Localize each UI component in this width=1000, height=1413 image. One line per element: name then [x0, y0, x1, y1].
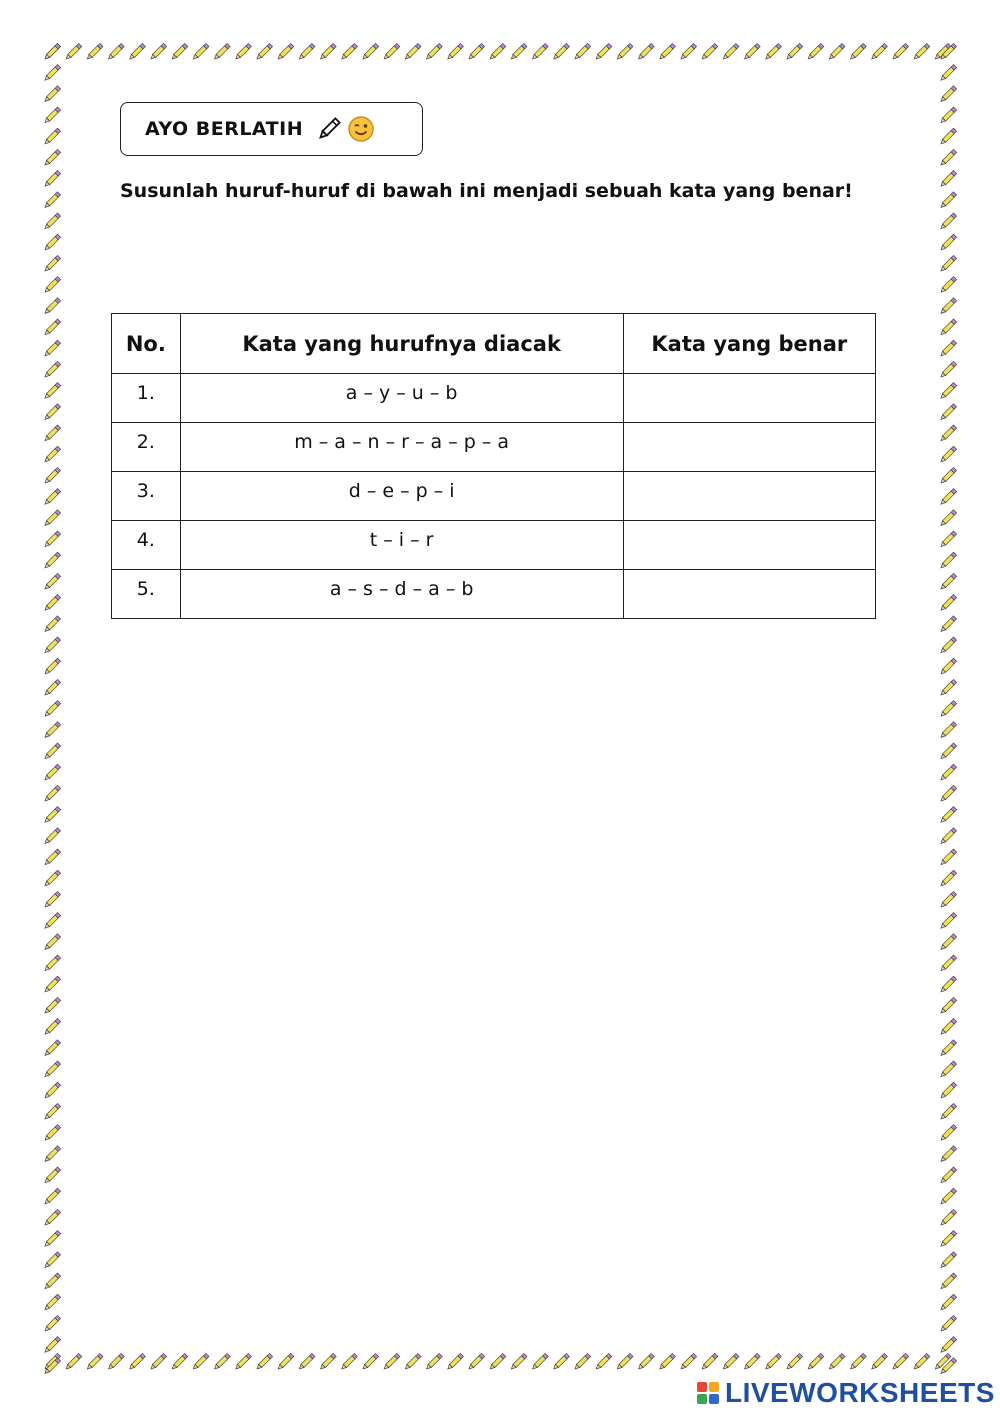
pencil-icon — [939, 701, 956, 718]
pencil-icon — [43, 595, 60, 612]
pencil-icon — [43, 425, 60, 442]
pencil-icon — [425, 1353, 442, 1370]
instruction-text: Susunlah huruf-huruf di bawah ini menjadi sebuah kata yang benar! — [120, 180, 853, 202]
pencil-icon — [43, 43, 60, 60]
pencil-icon — [43, 1061, 60, 1078]
pencil-icon — [43, 1315, 60, 1332]
title-icons — [315, 115, 375, 143]
pencil-icon — [939, 913, 956, 930]
pencil-icon — [86, 1353, 103, 1370]
pencil-icon — [939, 616, 956, 633]
pencil-icon — [234, 1353, 251, 1370]
pencil-icon — [43, 319, 60, 336]
pencil-icon — [939, 743, 956, 760]
pencil-icon — [939, 128, 956, 145]
pencil-icon — [255, 43, 272, 60]
pencil-icon — [43, 934, 60, 951]
pencil-icon — [43, 1082, 60, 1099]
pencil-icon — [939, 891, 956, 908]
pencil-icon — [425, 43, 442, 60]
pencil-icon — [43, 213, 60, 230]
pencil-border-left — [40, 40, 64, 1374]
pencil-icon — [939, 510, 956, 527]
pencil-icon — [637, 1353, 654, 1370]
pencil-icon — [939, 934, 956, 951]
pencil-icon — [510, 1353, 527, 1370]
answer-input[interactable] — [624, 472, 879, 520]
pencil-icon — [43, 489, 60, 506]
pencil-icon — [828, 43, 845, 60]
pencil-icon — [552, 1353, 569, 1370]
pencil-icon — [43, 870, 60, 887]
pencil-icon — [939, 107, 956, 124]
pencil-icon — [315, 115, 343, 143]
pencil-icon — [43, 1209, 60, 1226]
pencil-icon — [939, 1358, 956, 1374]
pencil-icon — [128, 43, 145, 60]
pencil-icon — [43, 1040, 60, 1057]
pencil-icon — [213, 43, 230, 60]
pencil-icon — [722, 1353, 739, 1370]
pencil-icon — [43, 65, 60, 82]
pencil-icon — [43, 1337, 60, 1354]
row-number: 5. — [112, 570, 181, 619]
pencil-icon — [86, 43, 103, 60]
table-row — [112, 521, 876, 570]
pencil-icon — [383, 1353, 400, 1370]
pencil-icon — [939, 997, 956, 1014]
pencil-icon — [43, 849, 60, 866]
pencil-icon — [939, 425, 956, 442]
wink-face-icon — [347, 115, 375, 143]
pencil-icon — [939, 1146, 956, 1163]
pencil-icon — [510, 43, 527, 60]
pencil-icon — [340, 1353, 357, 1370]
pencil-icon — [489, 43, 506, 60]
pencil-icon — [255, 1353, 272, 1370]
pencil-icon — [171, 1353, 188, 1370]
pencil-icon — [43, 171, 60, 188]
pencil-icon — [939, 1188, 956, 1205]
pencil-icon — [43, 192, 60, 209]
pencil-icon — [939, 149, 956, 166]
logo-mark-icon — [697, 1382, 719, 1404]
pencil-icon — [43, 1146, 60, 1163]
answer-input[interactable] — [624, 374, 879, 422]
pencil-icon — [939, 319, 956, 336]
pencil-icon — [939, 807, 956, 824]
pencil-icon — [43, 807, 60, 824]
pencil-icon — [939, 86, 956, 103]
scrambled-word: a – s – d – a – b — [180, 570, 623, 619]
pencil-icon — [43, 1231, 60, 1248]
answer-cell — [623, 374, 875, 423]
pencil-icon — [446, 1353, 463, 1370]
pencil-icon — [43, 785, 60, 802]
pencil-icon — [939, 1125, 956, 1142]
pencil-icon — [489, 1353, 506, 1370]
pencil-icon — [404, 1353, 421, 1370]
pencil-icon — [43, 1125, 60, 1142]
pencil-icon — [764, 1353, 781, 1370]
pencil-icon — [891, 1353, 908, 1370]
row-number: 4. — [112, 521, 181, 570]
pencil-icon — [849, 43, 866, 60]
pencil-icon — [43, 128, 60, 145]
table-row — [112, 374, 876, 423]
pencil-icon — [65, 1353, 82, 1370]
pencil-icon — [939, 870, 956, 887]
pencil-icon — [43, 1358, 60, 1374]
scrambled-words-table — [111, 313, 876, 619]
pencil-icon — [573, 1353, 590, 1370]
pencil-icon — [43, 510, 60, 527]
pencil-icon — [595, 1353, 612, 1370]
pencil-icon — [722, 43, 739, 60]
pencil-icon — [467, 1353, 484, 1370]
pencil-icon — [939, 213, 956, 230]
pencil-icon — [149, 1353, 166, 1370]
title-box — [120, 102, 423, 156]
table-row — [112, 570, 876, 619]
pencil-icon — [939, 1337, 956, 1354]
pencil-icon — [939, 1273, 956, 1290]
pencil-icon — [171, 43, 188, 60]
pencil-icon — [939, 234, 956, 251]
pencil-icon — [637, 43, 654, 60]
header-scrambled: Kata yang hurufnya diacak — [180, 314, 623, 374]
pencil-icon — [192, 1353, 209, 1370]
pencil-icon — [43, 1019, 60, 1036]
pencil-icon — [939, 658, 956, 675]
pencil-icon — [277, 1353, 294, 1370]
pencil-icon — [43, 383, 60, 400]
pencil-icon — [404, 43, 421, 60]
pencil-icon — [43, 1294, 60, 1311]
pencil-icon — [939, 1103, 956, 1120]
pencil-icon — [43, 1167, 60, 1184]
pencil-icon — [107, 1353, 124, 1370]
pencil-icon — [340, 43, 357, 60]
pencil-icon — [43, 913, 60, 930]
table-header-row — [112, 314, 876, 374]
pencil-icon — [43, 573, 60, 590]
pencil-icon — [939, 1294, 956, 1311]
pencil-icon — [43, 361, 60, 378]
pencil-icon — [701, 43, 718, 60]
pencil-icon — [43, 701, 60, 718]
pencil-icon — [939, 277, 956, 294]
pencil-icon — [939, 65, 956, 82]
pencil-icon — [43, 616, 60, 633]
pencil-icon — [43, 679, 60, 696]
answer-cell — [623, 472, 875, 521]
pencil-icon — [807, 1353, 824, 1370]
pencil-icon — [43, 658, 60, 675]
row-number: 3. — [112, 472, 181, 521]
pencil-icon — [939, 446, 956, 463]
pencil-icon — [43, 891, 60, 908]
scrambled-word: d – e – p – i — [180, 472, 623, 521]
pencil-icon — [913, 43, 930, 60]
row-number: 1. — [112, 374, 181, 423]
pencil-icon — [807, 43, 824, 60]
pencil-icon — [939, 573, 956, 590]
pencil-icon — [785, 43, 802, 60]
pencil-icon — [764, 43, 781, 60]
pencil-icon — [939, 298, 956, 315]
pencil-icon — [870, 43, 887, 60]
pencil-icon — [43, 1273, 60, 1290]
pencil-icon — [192, 43, 209, 60]
pencil-icon — [939, 489, 956, 506]
pencil-icon — [616, 1353, 633, 1370]
pencil-icon — [939, 340, 956, 357]
pencil-border-right — [936, 40, 960, 1374]
pencil-icon — [128, 1353, 145, 1370]
header-no: No. — [112, 314, 181, 374]
pencil-icon — [531, 1353, 548, 1370]
pencil-icon — [43, 1188, 60, 1205]
pencil-icon — [43, 404, 60, 421]
pencil-icon — [658, 43, 675, 60]
pencil-icon — [531, 43, 548, 60]
answer-cell — [623, 570, 875, 619]
brand-name: LIVEWORKSHEETS — [725, 1377, 995, 1408]
pencil-icon — [43, 298, 60, 315]
pencil-icon — [107, 43, 124, 60]
answer-input[interactable] — [624, 423, 879, 471]
pencil-icon — [939, 1061, 956, 1078]
pencil-icon — [43, 277, 60, 294]
pencil-icon — [913, 1353, 930, 1370]
pencil-icon — [43, 976, 60, 993]
pencil-icon — [43, 467, 60, 484]
pencil-icon — [939, 1167, 956, 1184]
pencil-icon — [43, 955, 60, 972]
pencil-icon — [616, 43, 633, 60]
pencil-icon — [939, 764, 956, 781]
header-answer: Kata yang benar — [623, 314, 875, 374]
pencil-icon — [298, 43, 315, 60]
pencil-icon — [383, 43, 400, 60]
pencil-icon — [939, 828, 956, 845]
pencil-icon — [679, 43, 696, 60]
pencil-icon — [939, 722, 956, 739]
pencil-icon — [658, 1353, 675, 1370]
pencil-icon — [939, 361, 956, 378]
scrambled-word: m – a – n – r – a – p – a — [180, 423, 623, 472]
pencil-icon — [43, 1252, 60, 1269]
pencil-icon — [552, 43, 569, 60]
pencil-icon — [701, 1353, 718, 1370]
pencil-border-bottom — [40, 1350, 960, 1374]
pencil-icon — [43, 722, 60, 739]
pencil-icon — [319, 1353, 336, 1370]
pencil-border-top — [40, 40, 960, 64]
pencil-icon — [828, 1353, 845, 1370]
pencil-icon — [891, 43, 908, 60]
pencil-icon — [939, 1231, 956, 1248]
pencil-icon — [234, 43, 251, 60]
scrambled-word: a – y – u – b — [180, 374, 623, 423]
pencil-icon — [939, 1019, 956, 1036]
pencil-icon — [595, 43, 612, 60]
pencil-icon — [743, 1353, 760, 1370]
pencil-icon — [43, 149, 60, 166]
pencil-icon — [939, 192, 956, 209]
pencil-icon — [65, 43, 82, 60]
pencil-icon — [467, 43, 484, 60]
pencil-icon — [939, 43, 956, 60]
pencil-icon — [43, 552, 60, 569]
pencil-icon — [43, 531, 60, 548]
pencil-icon — [43, 107, 60, 124]
pencil-icon — [361, 1353, 378, 1370]
pencil-icon — [149, 43, 166, 60]
pencil-icon — [43, 637, 60, 654]
pencil-icon — [939, 1315, 956, 1332]
pencil-icon — [319, 43, 336, 60]
pencil-icon — [939, 404, 956, 421]
row-number: 2. — [112, 423, 181, 472]
pencil-icon — [849, 1353, 866, 1370]
pencil-icon — [361, 43, 378, 60]
pencil-icon — [43, 234, 60, 251]
pencil-icon — [679, 1353, 696, 1370]
table-row — [112, 472, 876, 521]
pencil-icon — [785, 1353, 802, 1370]
answer-cell — [623, 521, 875, 570]
pencil-icon — [43, 86, 60, 103]
pencil-icon — [939, 849, 956, 866]
pencil-icon — [43, 255, 60, 272]
pencil-icon — [43, 446, 60, 463]
pencil-icon — [939, 637, 956, 654]
pencil-icon — [939, 1040, 956, 1057]
pencil-icon — [298, 1353, 315, 1370]
pencil-icon — [939, 383, 956, 400]
answer-input[interactable] — [624, 521, 879, 569]
pencil-icon — [43, 828, 60, 845]
pencil-icon — [939, 255, 956, 272]
pencil-icon — [213, 1353, 230, 1370]
pencil-icon — [446, 43, 463, 60]
pencil-icon — [939, 531, 956, 548]
answer-cell — [623, 423, 875, 472]
pencil-icon — [939, 552, 956, 569]
pencil-icon — [939, 1252, 956, 1269]
pencil-icon — [43, 997, 60, 1014]
table-row — [112, 423, 876, 472]
pencil-icon — [573, 43, 590, 60]
pencil-icon — [870, 1353, 887, 1370]
pencil-icon — [939, 1082, 956, 1099]
pencil-icon — [939, 467, 956, 484]
pencil-icon — [939, 679, 956, 696]
pencil-icon — [939, 955, 956, 972]
pencil-icon — [939, 171, 956, 188]
pencil-icon — [43, 764, 60, 781]
pencil-icon — [43, 340, 60, 357]
scrambled-word: t – i – r — [180, 521, 623, 570]
pencil-icon — [743, 43, 760, 60]
page-title: AYO BERLATIH — [145, 118, 304, 140]
pencil-icon — [277, 43, 294, 60]
pencil-icon — [43, 743, 60, 760]
pencil-icon — [939, 595, 956, 612]
answer-input[interactable] — [624, 570, 879, 618]
liveworksheets-logo[interactable] — [697, 1378, 995, 1408]
pencil-icon — [939, 976, 956, 993]
pencil-icon — [939, 785, 956, 802]
pencil-icon — [939, 1209, 956, 1226]
pencil-icon — [43, 1103, 60, 1120]
